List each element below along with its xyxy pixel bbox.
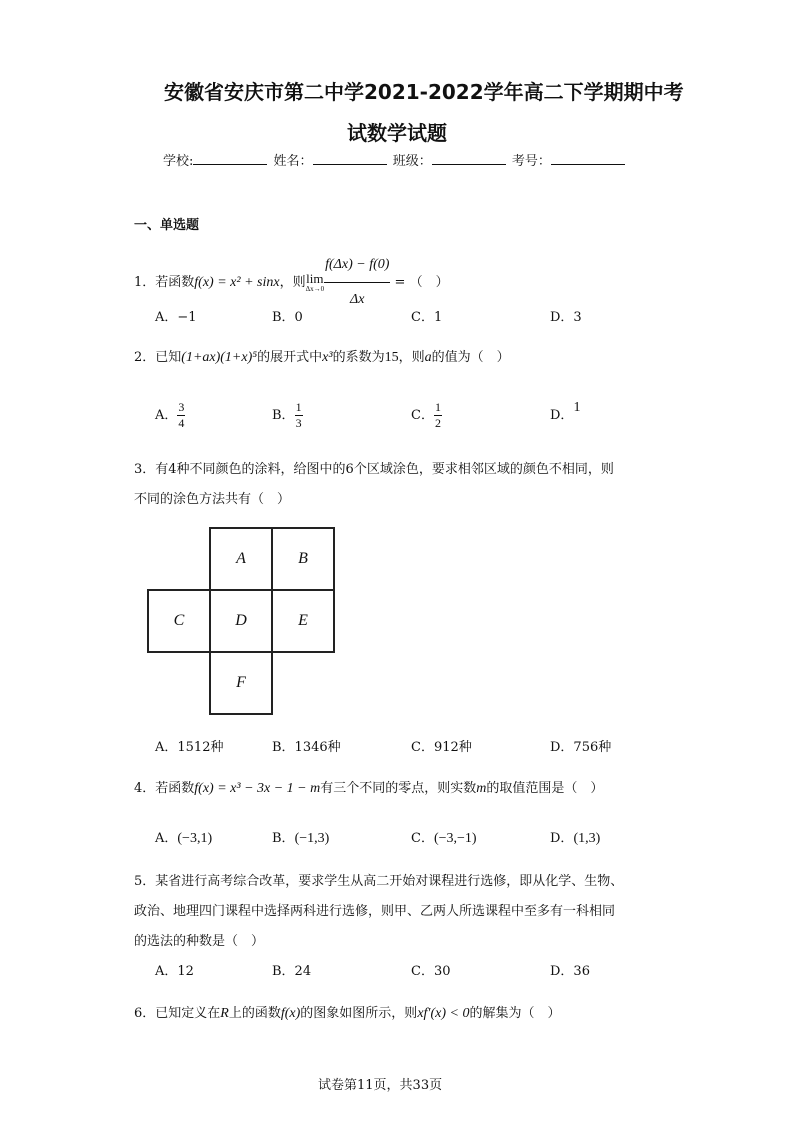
q2-c-label: C．: [411, 408, 434, 423]
id-blank[interactable]: [551, 152, 625, 165]
q6-mid2: 的图象如图所示，则: [300, 1006, 418, 1021]
q2-c-num: 1: [434, 400, 441, 414]
q2-option-c[interactable]: [411, 400, 442, 431]
region-b: [271, 527, 335, 591]
q2-mid1: 的展开式中: [257, 350, 323, 365]
q1-limit: [305, 270, 325, 293]
q2-mid3: ，则: [398, 350, 425, 365]
q5-option-b[interactable]: B．24: [272, 964, 312, 979]
region-d: [209, 589, 273, 653]
q2-c-den: 2: [434, 416, 441, 430]
q5-option-c[interactable]: C．30: [411, 964, 451, 979]
page-footer: 试卷第11页，共33页: [318, 1078, 443, 1093]
q4-b-value: (−1,3): [294, 831, 330, 846]
q2-expression: (1+ax)(1+x)⁵: [181, 350, 258, 365]
region-b-label: B: [298, 550, 308, 567]
q3-option-c[interactable]: C．912种: [411, 740, 472, 755]
q4-a-value: (−3,1): [177, 831, 213, 846]
q5-line-3: 的选法的种数是（ ）: [134, 934, 265, 949]
class-label: 班级：: [392, 154, 432, 169]
q5-line-1: 5．某省进行高考综合改革，要求学生从高二开始对课程进行选修，即从化学、生物、: [134, 874, 624, 889]
exam-title-line1: 安徽省安庆市第二中学2021-2022学年高二下学期期中考: [164, 80, 684, 104]
q1-lim-word: lim: [306, 270, 324, 286]
q6-prefix: 6．已知定义在: [134, 1006, 221, 1021]
q1-frac-num: f(Δx) − f(0): [324, 248, 390, 283]
q4-option-a[interactable]: [155, 827, 212, 847]
q2-suffix: 的值为（ ）: [431, 350, 510, 365]
question-4: [134, 777, 603, 797]
q2-b-num: 1: [295, 400, 302, 414]
school-blank[interactable]: [193, 152, 267, 165]
q4-option-d[interactable]: [550, 827, 600, 847]
q2-a-num: 3: [178, 400, 185, 414]
q4-b-label: B．: [272, 831, 295, 846]
region-e: [271, 589, 335, 653]
q2-term: x³: [322, 350, 333, 365]
q2-d-value: 1: [573, 400, 581, 415]
region-e-label: E: [298, 612, 308, 629]
q4-a-label: A．: [155, 831, 178, 846]
q4-d-value: (1,3): [573, 831, 601, 846]
q6-R: R: [220, 1006, 229, 1021]
q1-option-b[interactable]: B．0: [272, 310, 303, 325]
q4-function: f(x) = x³ − 3x − 1 − m: [194, 781, 321, 796]
q4-prefix: 4．若函数: [134, 781, 195, 796]
q4-var: m: [476, 781, 487, 796]
q4-mid: 有三个不同的零点，则实数: [320, 781, 477, 796]
q6-mid: 上的函数: [228, 1006, 281, 1021]
q6-inequality: xf′(x) < 0: [417, 1006, 470, 1021]
region-f: [209, 651, 273, 715]
q2-prefix: 2．已知: [134, 350, 182, 365]
q3-line-1: 3．有4种不同颜色的涂料，给图中的6个区域涂色，要求相邻区域的颜色不相同，则: [134, 462, 614, 477]
q5-option-d[interactable]: D．36: [550, 964, 590, 979]
region-c-label: C: [173, 612, 185, 629]
exam-title-line2: 试数学试题: [347, 121, 447, 145]
q3-line-2: 不同的涂色方法共有（ ）: [134, 492, 291, 507]
q5-option-a[interactable]: A．12: [155, 964, 194, 979]
student-info-row: [163, 150, 627, 169]
q6-suffix: 的解集为（ ）: [469, 1006, 561, 1021]
q4-suffix: 的取值范围是（ ）: [486, 781, 604, 796]
name-blank[interactable]: [313, 152, 387, 165]
q4-option-c[interactable]: [411, 827, 477, 847]
q4-c-value: (−3,−1): [433, 831, 477, 846]
q2-b-den: 3: [295, 416, 302, 430]
q2-d-label: D．: [550, 408, 574, 423]
q4-c-label: C．: [411, 831, 434, 846]
id-label: 考号：: [511, 154, 551, 169]
q2-option-a[interactable]: [155, 400, 185, 431]
q1-option-c[interactable]: C．1: [411, 310, 443, 325]
q2-coef: 15: [384, 350, 399, 365]
region-c: [147, 589, 211, 653]
q5-line-2: 政治、地理四门课程中选择两科进行选修，则甲、乙两人所选课程中至多有一科相同: [134, 904, 616, 919]
q2-var: a: [424, 350, 432, 365]
q2-mid2: 的系数为: [332, 350, 385, 365]
q1-prefix: 1．若函数: [134, 275, 195, 290]
question-2: [134, 346, 510, 366]
q1-lim-sub: Δx→0: [305, 284, 325, 293]
q2-a-den: 4: [178, 416, 185, 430]
q1-option-d[interactable]: D．3: [550, 310, 582, 325]
q2-a-fraction: [177, 400, 185, 431]
q1-function: f(x) = x² + sinx: [194, 275, 280, 290]
q1-suffix: = （ ）: [390, 275, 449, 290]
q4-d-label: D．: [550, 831, 574, 846]
q1-option-a[interactable]: A．−1: [155, 310, 197, 325]
q4-option-b[interactable]: [272, 827, 329, 847]
q1-fraction: [324, 248, 390, 317]
section-title: 一、单选题: [134, 218, 200, 233]
q2-option-b[interactable]: [272, 400, 303, 431]
q3-option-a[interactable]: A．1512种: [155, 740, 224, 755]
q2-c-fraction: [434, 400, 442, 431]
q1-mid: ，则: [279, 275, 306, 290]
q2-b-label: B．: [272, 408, 295, 423]
q2-b-fraction: [295, 400, 303, 431]
q3-option-d[interactable]: D．756种: [550, 740, 612, 755]
region-a-label: A: [236, 550, 246, 567]
region-f-label: F: [236, 674, 246, 691]
region-d-label: D: [235, 612, 247, 629]
q2-option-d[interactable]: [550, 400, 580, 423]
school-label: 学校:: [163, 154, 194, 169]
q3-option-b[interactable]: B．1346种: [272, 740, 341, 755]
question-6: [134, 1002, 560, 1022]
region-a: [209, 527, 273, 591]
q6-function: f(x): [280, 1006, 301, 1021]
name-label: 姓名：: [273, 154, 313, 169]
class-blank[interactable]: [432, 152, 506, 165]
q2-a-label: A．: [155, 408, 178, 423]
q1-frac-den: Δx: [350, 292, 365, 307]
